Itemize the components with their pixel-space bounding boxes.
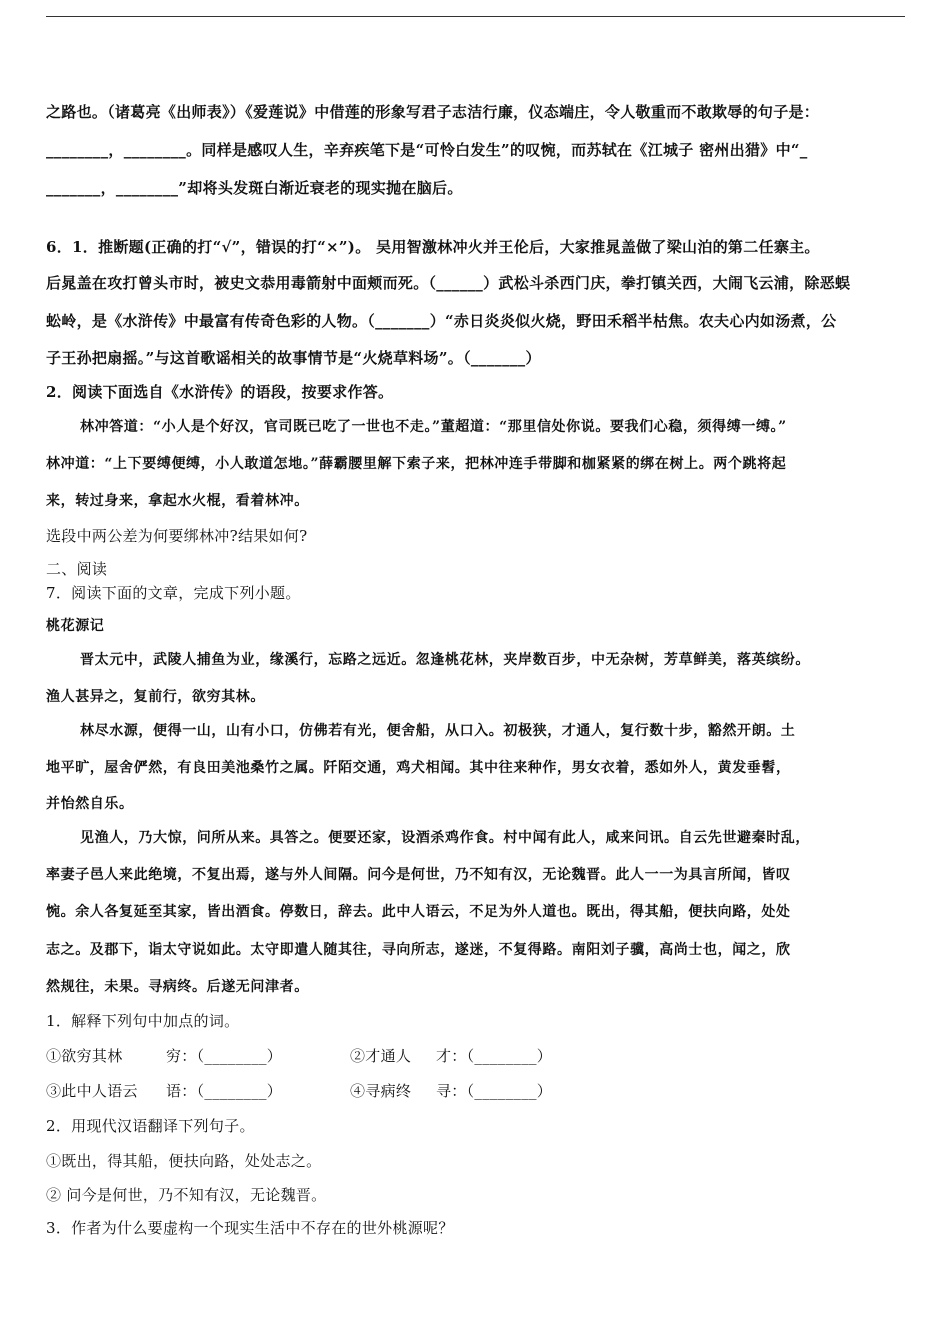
article-line: 率妻子邑人来此绝境，不复出焉，遂与外人间隔。问今是何世，乃不知有汉，无论魏晋。此人一一为具言所闻，皆叹 — [46, 867, 791, 883]
text-line: 蚣岭，是《水浒传》中最富有传奇色彩的人物。（_______）“赤日炎炎似火烧，野田禾稻半枯焦。农夫心内如汤煮，公 — [46, 312, 837, 330]
section-heading: 二、阅读 — [46, 560, 108, 578]
article-line: 惋。余人各复延至其家，皆出酒食。停数日，辞去。此中人语云，不足为外人道也。既出，得其船，便扶向路，处处 — [46, 904, 791, 920]
sub-question-3: 3．作者为什么要虚构一个现实生活中不存在的世外桃源呢？ — [46, 1219, 454, 1237]
text-line: 之路也。（诸葛亮《出师表》）《爱莲说》中借莲的形象写君子志洁行廉，仪态端庄，令人敬重而不敢欺辱的句子是： — [46, 103, 820, 121]
item-4-answer: 寻：（________） — [436, 1082, 553, 1100]
item-4-phrase: ④寻病终 — [350, 1082, 412, 1100]
text-line: ________，________。同样是感叹人生，辛弃疾笔下是“可怜白发生”的叹惋，而苏轼在《江城子 密州出猎》中“_ — [46, 141, 808, 159]
article-line: 志之。及郡下，诣太守说如此。太守即遣人随其往，寻向所志，遂迷，不复得路。南阳刘子骥，高尚士也，闻之，欣 — [46, 942, 791, 958]
translate-item-1: ①既出，得其船，便扶向路，处处志之。 — [46, 1152, 322, 1170]
item-1-phrase: ①欲穷其林 — [46, 1047, 123, 1065]
sub-question-1: 1．解释下列句中加点的词。 — [46, 1012, 240, 1030]
article-title: 桃花源记 — [46, 618, 105, 634]
article-line: 晋太元中，武陵人捕鱼为业，缘溪行，忘路之远近。忽逢桃花林，夹岸数百步，中无杂树，芳草鲜美，落英缤纷。 — [80, 652, 810, 668]
sub-question-2: 2．用现代汉语翻译下列句子。 — [46, 1117, 255, 1135]
item-3-phrase: ③此中人语云 — [46, 1082, 138, 1100]
item-1-answer: 穷：（________） — [166, 1047, 283, 1065]
top-rule — [46, 16, 905, 17]
text-line: 子王孙把扇摇。”与这首歌谣相关的故事情节是“火烧草料场”。（_______） — [46, 349, 541, 367]
question-prompt: 选段中两公差为何要绑林冲?结果如何? — [46, 527, 308, 545]
text-line: _______，________”却将头发斑白渐近衰老的现实抛在脑后。 — [46, 179, 463, 197]
article-line: 然规往，未果。寻病终。后遂无问津者。 — [46, 979, 309, 995]
text-line: 后晁盖在攻打曾头市时，被史文恭用毒箭射中面颊而死。（______）武松斗杀西门庆，拳打镇关西，大闹飞云浦，除恶蜈 — [46, 274, 851, 292]
article-line: 渔人甚异之，复前行，欲穷其林。 — [46, 689, 265, 705]
sub-question: 2．阅读下面选自《水浒传》的语段，按要求作答。 — [46, 383, 394, 401]
translate-item-2: ② 问今是何世，乃不知有汉，无论魏晋。 — [46, 1186, 327, 1204]
article-line: 地平旷，屋舍俨然，有良田美池桑竹之属。阡陌交通，鸡犬相闻。其中往来种作，男女衣着，悉如外人，黄发垂髫， — [46, 760, 791, 776]
item-3-answer: 语：（________） — [166, 1082, 283, 1100]
excerpt-line: 林冲答道：“小人是个好汉，官司既已吃了一世也不走。”董超道：“那里信处你说。要我们心稳，须得缚一缚。” — [80, 419, 787, 435]
excerpt-line: 林冲道：“上下要缚便缚，小人敢道怎地。”薛霸腰里解下索子来，把林冲连手带脚和枷紧紧的绑在树上。两个跳将起 — [46, 456, 787, 472]
item-2-phrase: ②才通人 — [350, 1047, 412, 1065]
item-2-answer: 才：（________） — [436, 1047, 553, 1065]
question-7: 7．阅读下面的文章，完成下列小题。 — [46, 584, 301, 602]
question-6: 6．1．推断题(正确的打“√”，错误的打“×”)。 吴用智激林冲火并王伦后，大家推晁盖做了梁山泊的第二任寨主。 — [46, 238, 820, 256]
article-line: 见渔人，乃大惊，问所从来。具答之。便要还家，设酒杀鸡作食。村中闻有此人，咸来问讯。自云先世避秦时乱， — [80, 830, 810, 846]
article-line: 并怡然自乐。 — [46, 796, 134, 812]
excerpt-line: 来，转过身来，拿起水火棍，看着林冲。 — [46, 493, 309, 509]
article-line: 林尽水源，便得一山，山有小口，仿佛若有光，便舍船，从口入。初极狭，才通人，复行数十步，豁然开朗。土 — [80, 723, 796, 739]
